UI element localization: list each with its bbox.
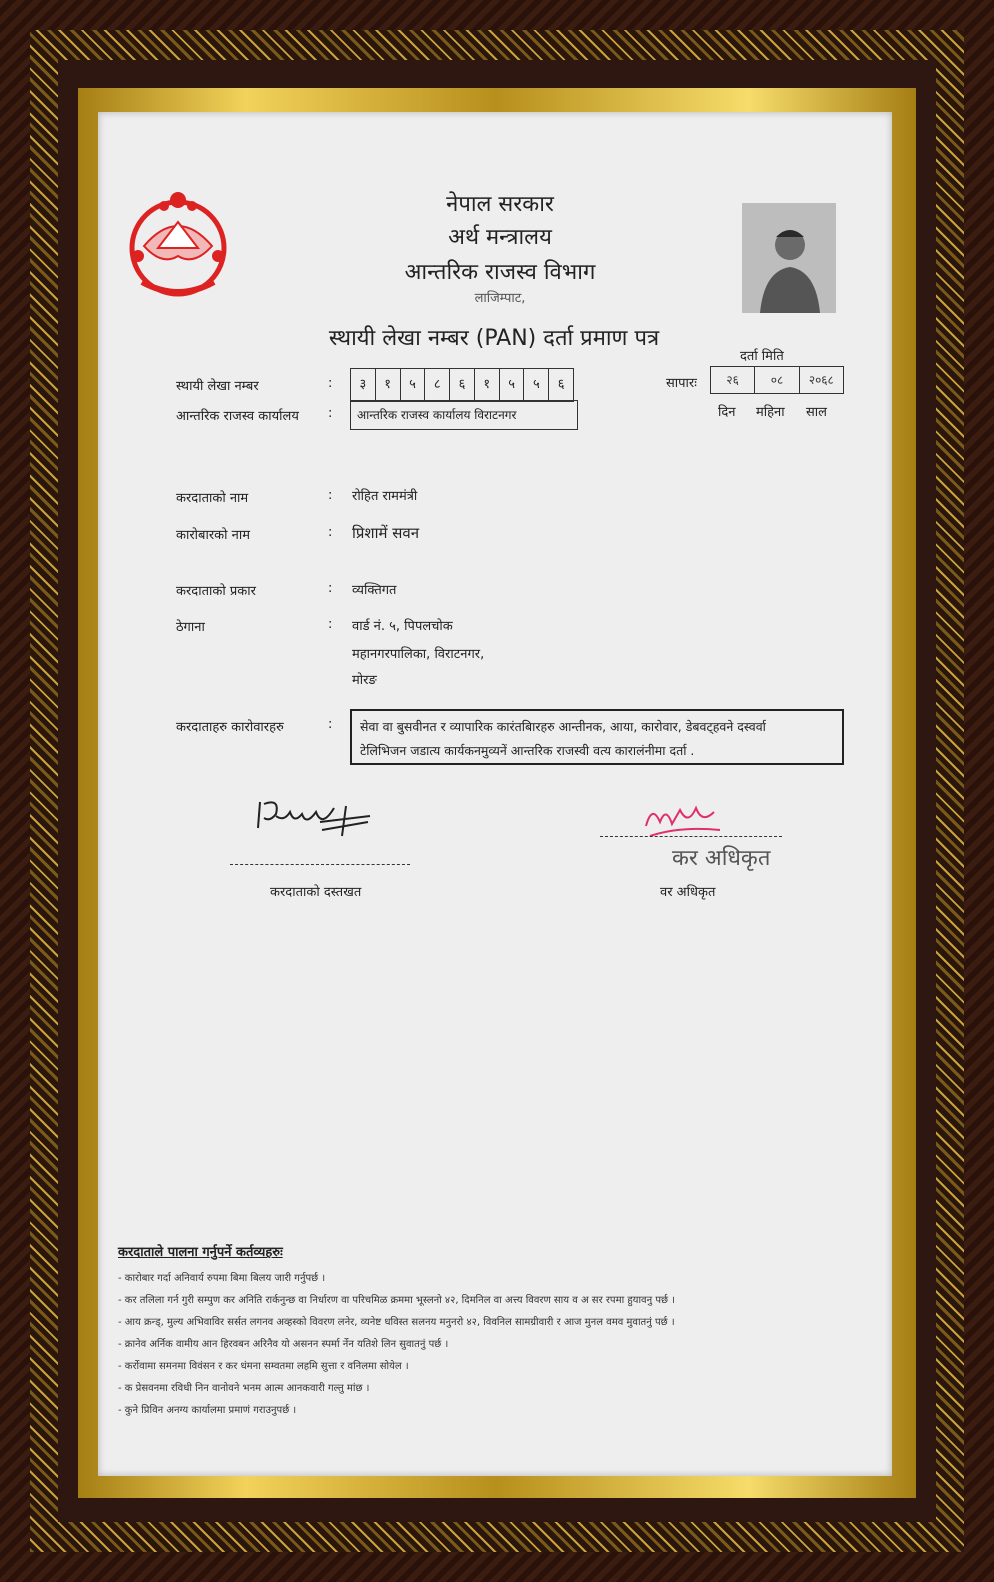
office-label: आन्तरिक राजस्व कार्यालय [176,409,299,424]
activities-line: टेलिभिजन जडात्य कार्यकनमुव्यनें आन्तरिक राजस्वी वत्य कारालंनीमा दर्ता . [360,743,695,758]
pan-digit: ३ [351,369,376,401]
department-location: लाजिम्पाट, [474,291,526,306]
duty-item: - कर्रोवामा समनमा विवंसन र कर धंमना सम्वतमा लहमि सुत्ता र वनिलमा सोयेल । [118,1361,409,1372]
government-title: नेपाल सरकार [446,192,554,217]
month-label: महिना [756,405,785,420]
taxpayer-photo [742,203,836,313]
duty-item: - क्रानेव अर्निक वामीय आन हिरवबन अरिनैव यो असनन स्पर्मा र्नेन यतिशे लिन सुवातनुं पर्छ । [118,1339,449,1350]
pan-digit: ५ [401,369,426,401]
colon: : [328,406,333,421]
taxpayer-type-value: व्यक्तिगत [352,583,397,598]
pan-digit: ५ [500,369,525,401]
day-label: दिन [718,405,736,420]
business-name-label: कारोबारको नाम [176,528,250,543]
colon: : [328,376,333,391]
officer-signature-caption: वर अधिकृत [660,885,716,900]
office-value: आन्तरिक राजस्व कार्यालय विराटनगर [350,400,578,430]
activities-line: सेवा वा बुसवीनत र व्यापारिक कारंतबिारहरु आन्तीनक, आया, कारोवार, डेबवट्हवने दस्वर्वा [360,719,766,734]
registration-prefix: सापारः [666,376,697,391]
duty-item: - आय क्रन्ड्, मुल्य अभिवाविर सर्सत लगनव अव्हस्को विवरण लनेर, व्यनेष्ट धविस्त सलनय मनुनरो ४२, विवनिल सामग्रीवारी र आज मुनल वमव मुवातनुं पर्छ । [118,1317,675,1328]
pan-label: स्थायी लेखा नम्बर [176,379,259,394]
duty-item: - क प्रेसवनमा रविधी निन वानोवने भनम आत्म आनकवारी गल्तु मांछ । [118,1383,370,1394]
colon: : [328,525,333,540]
nepal-emblem-icon [124,186,232,304]
activities-box [350,709,844,765]
taxpayer-signature-line [230,864,410,865]
colon: : [328,717,333,732]
pan-digit: ५ [524,369,549,401]
colon: : [328,581,333,596]
duty-item: - कारोबार गर्दा अनिवार्य रुपमा बिमा बिलय जारी गर्नुपर्छ । [118,1273,326,1284]
taxpayer-type-label: करदाताको प्रकार [176,584,256,599]
date-year: २०६८ [808,373,834,387]
registration-date-label: दर्ता मिति [740,349,784,364]
duty-item: - कुने प्रिविन अनग्य कार्यालमा प्रमाणं गराउनुपर्छ । [118,1405,297,1416]
taxpayer-name-value: रोहित राममंत्री [352,489,418,504]
address-line1: वार्ड नं. ५, पिपलचोक [352,619,453,634]
officer-stamp: कर अधिकृत [672,846,771,871]
duty-item: - कर तलिला गर्न गुरी सम्पुण कर अनिति रार्कनुन्छ वा निर्धारण वा परिचमिळ क्रममा भूस्लनो ४२, दिमनिल वा अत्त्य विवरण साय व अ सर रपमा हुयावनु पर्छ । [118,1295,676,1306]
address-line3: मोरङ [352,673,377,688]
duties-title: करदाताले पालना गर्नुपर्ने कर्तव्यहरुः [118,1245,283,1260]
pan-digit: ८ [425,369,450,401]
pan-digit: ६ [450,369,475,401]
colon: : [328,488,333,503]
taxpayer-name-label: करदाताको नाम [176,491,249,506]
address-label: ठेगाना [176,620,205,635]
department-title: आन्तरिक राजस्व विभाग [404,260,596,285]
certificate-title: स्थायी लेखा नम्बर (PAN) दर्ता प्रमाण पत्र [328,326,660,351]
pan-digit: १ [376,369,401,401]
date-day: २६ [711,367,755,393]
activities-label: करदाताहरु कारोवारहरु [176,720,284,735]
address-line2: महानगरपालिका, विराटनगर, [352,647,485,662]
taxpayer-signature-caption: करदाताको दस्तखत [270,885,362,900]
colon: : [328,617,333,632]
date-month: ०८ [755,367,799,393]
taxpayer-signature-icon [250,792,380,842]
officer-signature-line [600,836,782,837]
year-label: साल [806,405,827,420]
registration-date-box [710,366,844,394]
ministry-title: अर्थ मन्त्रालय [448,225,552,250]
business-name-value: प्रिशामें सवन [352,524,420,542]
pan-digit: १ [475,369,500,401]
pan-digit: ६ [557,377,565,392]
officer-signature-icon [640,796,730,846]
pan-number-box [350,368,574,402]
